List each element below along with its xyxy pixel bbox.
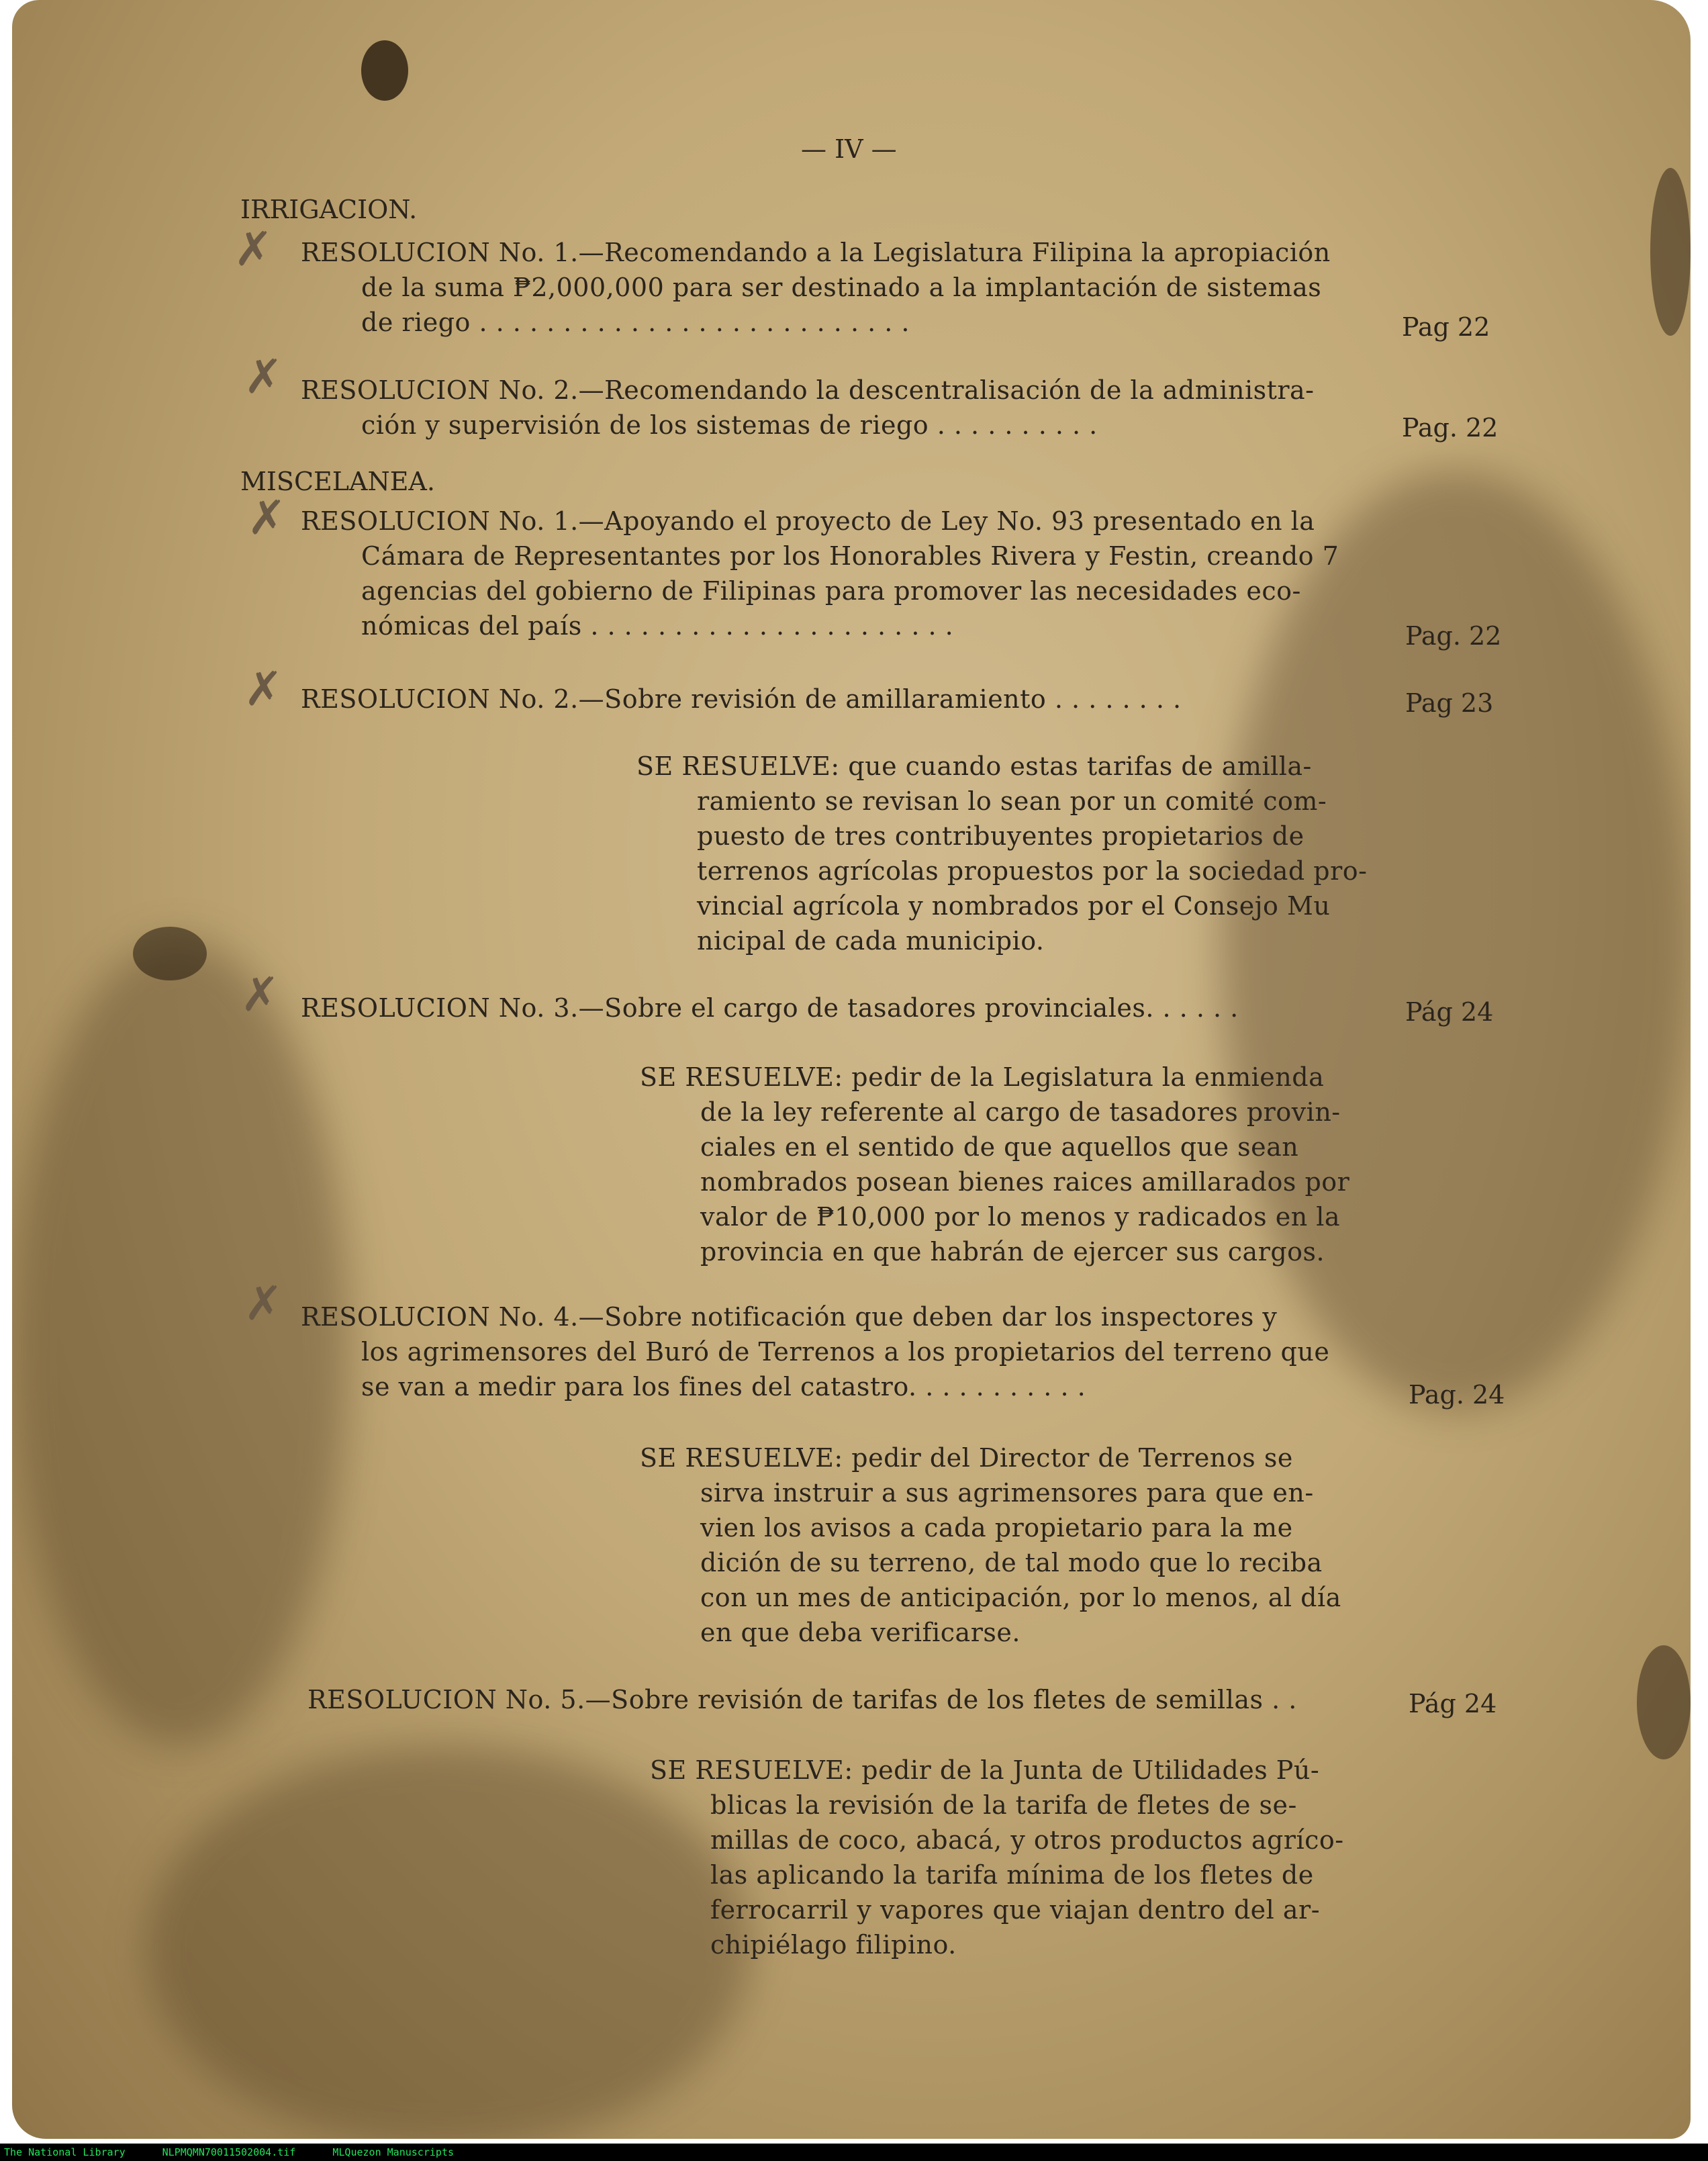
resuelve-line: nicipal de cada municipio.	[697, 926, 1045, 956]
resolution-line: se van a medir para los fines del catastro. . . . . . . . . . .	[361, 1372, 1086, 1401]
resolution-line: agencias del gobierno de Filipinas para promover las necesidades eco-	[361, 576, 1301, 606]
resuelve-line: SE RESUELVE: que cuando estas tarifas de amilla-	[636, 751, 1312, 781]
page-reference: Pag. 22	[1405, 621, 1502, 651]
resuelve-line: ciales en el sentido de que aquellos que sean	[700, 1132, 1299, 1162]
resolution-entry	[301, 235, 1331, 340]
check-mark-icon: ✗	[244, 661, 283, 717]
page-reference: Pág 24	[1405, 997, 1494, 1027]
resuelve-line: blicas la revisión de la tarifa de fletes de se-	[710, 1790, 1297, 1820]
scan-footer-bar	[0, 2144, 1708, 2161]
resolution-line: de la suma ₱2,000,000 para ser destinado a la implantación de sistemas	[361, 273, 1322, 302]
resolution-line: RESOLUCION No. 1.—Apoyando el proyecto de Ley No. 93 presentado en la	[301, 506, 1315, 536]
resolution-entry	[301, 1299, 1329, 1404]
resuelve-line: dición de su terreno, de tal modo que lo reciba	[700, 1548, 1323, 1577]
page-reference: Pag. 22	[1402, 413, 1499, 443]
resuelve-block	[636, 749, 1367, 958]
resolution-entry	[301, 682, 1182, 717]
resuelve-line: SE RESUELVE: pedir del Director de Terrenos se	[640, 1443, 1293, 1473]
resolution-line: RESOLUCION No. 2.—Sobre revisión de amillaramiento . . . . . . . .	[301, 684, 1182, 714]
resolution-line: ción y supervisión de los sistemas de riego . . . . . . . . . .	[361, 410, 1098, 440]
resolution-line: los agrimensores del Buró de Terrenos a los propietarios del terreno que	[361, 1337, 1330, 1367]
check-mark-icon: ✗	[244, 349, 283, 404]
scanned-page	[12, 0, 1691, 2139]
resolution-line: RESOLUCION No. 4.—Sobre notificación que deben dar los inspectores y	[301, 1302, 1278, 1332]
resuelve-line: puesto de tres contribuyentes propietarios de	[697, 821, 1304, 851]
resuelve-line: en que deba verificarse.	[700, 1618, 1021, 1647]
footer-library: The National Library	[4, 2146, 126, 2158]
resuelve-line: provincia en que habrán de ejercer sus cargos.	[700, 1237, 1325, 1267]
resuelve-line: las aplicando la tarifa mínima de los fletes de	[710, 1860, 1314, 1890]
check-mark-icon: ✗	[240, 967, 280, 1022]
resuelve-line: SE RESUELVE: pedir de la Junta de Utilidades Pú-	[650, 1755, 1320, 1785]
resolution-line: RESOLUCION No. 1.—Recomendando a la Legislatura Filipina la apropiación	[301, 238, 1331, 267]
resolution-entry	[307, 1682, 1297, 1717]
resolution-line: de riego . . . . . . . . . . . . . . . . . . . . . . . . . .	[361, 308, 910, 337]
check-mark-icon: ✗	[234, 222, 273, 277]
footer-filename: NLPMQMN70011502004.tif	[162, 2146, 296, 2158]
resuelve-line: valor de ₱10,000 por lo menos y radicados en la	[700, 1202, 1341, 1232]
resolution-line: RESOLUCION No. 5.—Sobre revisión de tarifas de los fletes de semillas . .	[307, 1685, 1297, 1714]
resuelve-line: chipiélago filipino.	[710, 1930, 957, 1960]
section-heading: MISCELANEA.	[240, 467, 435, 496]
resuelve-line: sirva instruir a sus agrimensores para que en-	[700, 1478, 1314, 1508]
page-reference: Pág 24	[1409, 1689, 1497, 1718]
resuelve-line: nombrados posean bienes raices amillarados por	[700, 1167, 1350, 1197]
resuelve-line: de la ley referente al cargo de tasadores provin-	[700, 1097, 1341, 1127]
resolution-line: RESOLUCION No. 3.—Sobre el cargo de tasadores provinciales. . . . . .	[301, 993, 1239, 1023]
page-marker: — IV —	[801, 134, 897, 164]
resuelve-line: vincial agrícola y nombrados por el Consejo Mu	[697, 891, 1331, 921]
resuelve-line: ramiento se revisan lo sean por un comité com-	[697, 786, 1327, 816]
page-reference: Pag. 24	[1409, 1380, 1505, 1410]
resolution-entry	[301, 504, 1339, 643]
resolution-line: Cámara de Representantes por los Honorables Rivera y Festin, creando 7	[361, 541, 1339, 571]
resolution-entry	[301, 991, 1239, 1025]
check-mark-icon: ✗	[247, 490, 287, 545]
resuelve-line: terrenos agrícolas propuestos por la sociedad pro-	[697, 856, 1368, 886]
resuelve-line: vien los avisos a cada propietario para la me	[700, 1513, 1293, 1543]
page-reference: Pag 22	[1402, 312, 1490, 342]
resuelve-block	[650, 1753, 1344, 1962]
resolution-line: RESOLUCION No. 2.—Recomendando la descentralisación de la administra-	[301, 375, 1315, 405]
resuelve-line: millas de coco, abacá, y otros productos agríco-	[710, 1825, 1344, 1855]
resolution-entry	[301, 373, 1315, 443]
resuelve-block	[640, 1060, 1349, 1269]
resuelve-line: con un mes de anticipación, por lo menos, al día	[700, 1583, 1341, 1612]
footer-collection: MLQuezon Manuscripts	[332, 2146, 454, 2158]
resuelve-line: ferrocarril y vapores que viajan dentro del ar-	[710, 1895, 1321, 1925]
resuelve-line: SE RESUELVE: pedir de la Legislatura la enmienda	[640, 1062, 1325, 1092]
check-mark-icon: ✗	[244, 1276, 283, 1331]
resuelve-block	[640, 1440, 1341, 1650]
resolution-line: nómicas del país . . . . . . . . . . . . . . . . . . . . . .	[361, 611, 954, 641]
page-reference: Pag 23	[1405, 688, 1494, 718]
section-heading: IRRIGACION.	[240, 195, 418, 224]
